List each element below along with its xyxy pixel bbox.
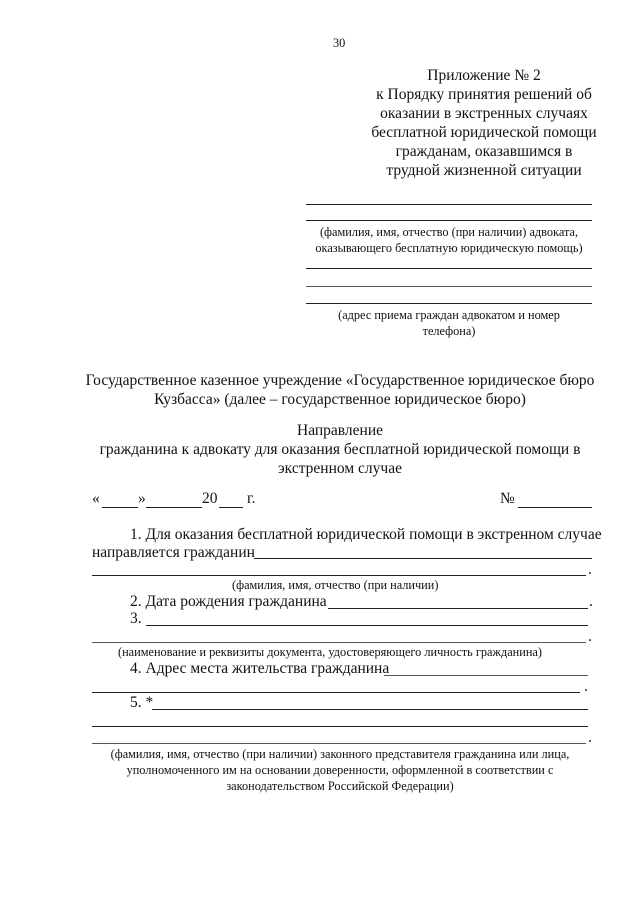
advocate-name-line[interactable]: [306, 204, 592, 205]
institution-line: Государственное казенное учреждение «Государственное юридическое бюро: [85, 372, 595, 389]
citizen-name-line-1[interactable]: [254, 558, 592, 559]
advocate-name-line-2[interactable]: [306, 220, 592, 221]
representative-line-2[interactable]: [92, 726, 588, 727]
advocate-caption: [300, 224, 598, 256]
caption-line: (фамилия, имя, отчество (при наличии) адвоката,: [319, 225, 579, 239]
caption-line: уполномоченного им на основании доверенности, оформленной в соответствии с: [126, 763, 554, 777]
appendix-line: трудной жизненной ситуации: [386, 162, 582, 179]
item-2-label: 2. Дата рождения гражданина: [130, 593, 327, 610]
date-open-quote: «: [92, 490, 100, 507]
id-document-line-1[interactable]: [146, 625, 588, 626]
representative-caption: [80, 746, 600, 794]
caption-line: (адрес приема граждан адвокатом и номер: [338, 308, 560, 322]
citizen-name-caption: (фамилия, имя, отчество (при наличии): [232, 578, 439, 592]
period: .: [588, 561, 592, 578]
title-heading: Направление: [297, 422, 383, 439]
birth-date-line[interactable]: [328, 608, 588, 609]
period: .: [588, 628, 592, 645]
caption-line: оказывающего бесплатную юридическую помощь): [315, 241, 583, 255]
date-year-line[interactable]: [219, 507, 243, 508]
number-sign: №: [500, 490, 515, 507]
appendix-line: бесплатной юридической помощи: [371, 124, 597, 141]
date-close-quote: »: [138, 490, 146, 507]
appendix-line: оказании в экстренных случаях: [380, 105, 588, 122]
institution-line: Кузбасса» (далее – государственное юридическое бюро): [154, 391, 526, 408]
representative-line-3[interactable]: [92, 743, 586, 744]
institution-name: [60, 371, 620, 409]
address-line-2[interactable]: [306, 286, 592, 287]
title-subtitle-line: экстренном случае: [278, 460, 402, 477]
appendix-line: гражданам, оказавшимся в: [395, 143, 573, 160]
item-1-label: направляется гражданин: [92, 544, 255, 561]
item-3-label: 3.: [130, 610, 142, 627]
appendix-line: к Порядку принятия решений об: [376, 86, 592, 103]
representative-line-1[interactable]: [152, 709, 588, 710]
date-year-suffix: г.: [247, 490, 256, 507]
caption-line: телефона): [422, 324, 476, 338]
period: .: [588, 729, 592, 746]
title-subtitle-line: гражданина к адвокату для оказания бесплатной юридической помощи в: [99, 441, 581, 458]
date-month-line[interactable]: [146, 507, 202, 508]
caption-line: законодательством Российской Федерации): [226, 779, 454, 793]
appendix-block: [360, 66, 608, 180]
address-residence-line-2[interactable]: [92, 692, 580, 693]
document-title: [60, 421, 620, 478]
number-line[interactable]: [518, 507, 592, 508]
citizen-name-line-2[interactable]: [92, 575, 586, 576]
period: .: [589, 593, 593, 610]
address-caption: [300, 307, 598, 339]
address-line-3[interactable]: [306, 303, 592, 304]
date-day-line[interactable]: [102, 507, 138, 508]
caption-line: (фамилия, имя, отчество (при наличии) законного представителя гражданина или лица,: [110, 747, 570, 761]
item-4-label: 4. Адрес места жительства гражданина: [130, 660, 390, 677]
id-document-line-2[interactable]: [92, 642, 586, 643]
address-line-1[interactable]: [306, 268, 592, 269]
item-5-label: 5. *: [130, 694, 154, 711]
date-year-prefix: 20: [202, 490, 218, 507]
address-residence-line-1[interactable]: [384, 675, 588, 676]
id-document-caption: (наименование и реквизиты документа, удостоверяющего личность гражданина): [118, 645, 542, 659]
period: .: [584, 678, 588, 695]
appendix-title: Приложение № 2: [427, 67, 541, 84]
page-number: 30: [333, 36, 346, 50]
item-1-text: 1. Для оказания бесплатной юридической помощи в экстренном случае: [130, 526, 602, 543]
